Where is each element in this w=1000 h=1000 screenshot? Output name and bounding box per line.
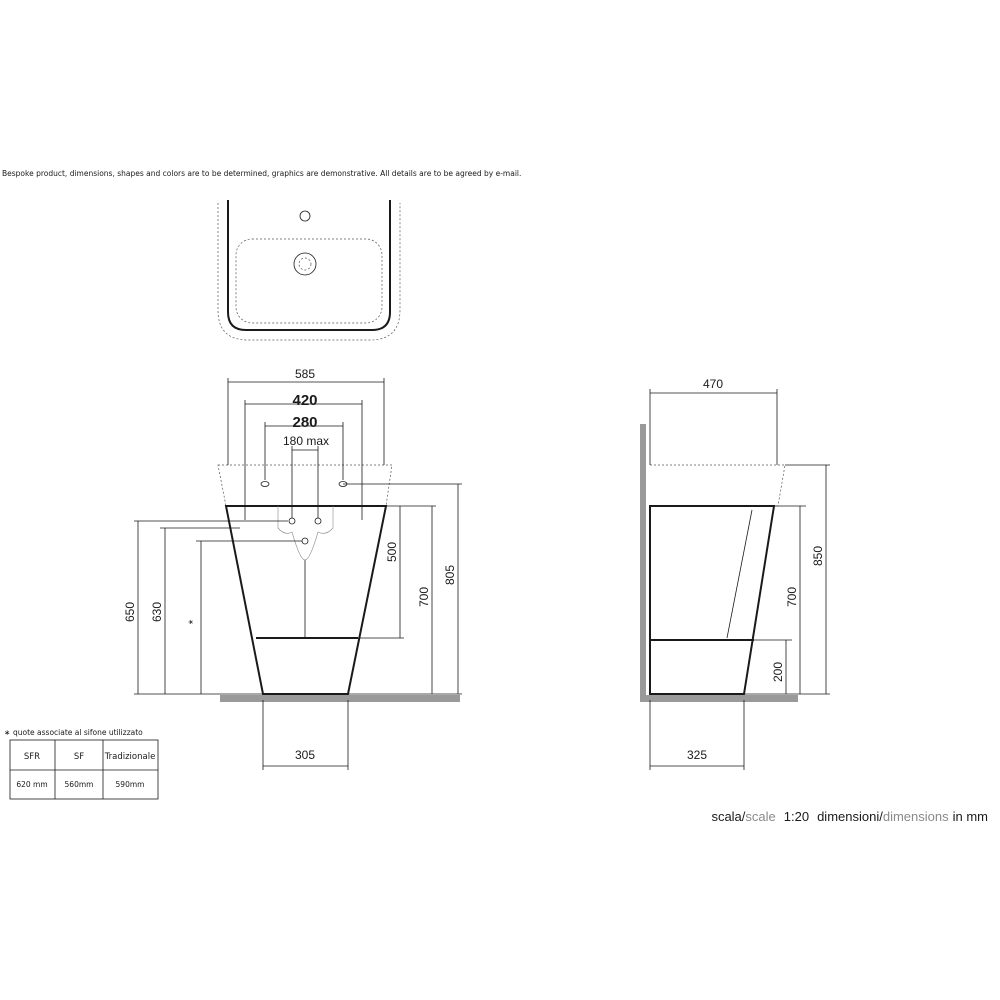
disclaimer-text: Bespoke product, dimensions, shapes and colors are to be determined, graphics are demonstrative. All details are to be agreed by e-mail. [2,169,522,178]
asterisk-icon: ∗ [4,728,11,737]
table-header-tradizionale: Tradizionale [104,752,156,762]
dim-label-650: 650 [123,601,137,623]
plan-basin-outline [236,239,382,323]
siphon-note-text: quote associate al sifone utilizzato [13,728,143,737]
plan-outer-outline [218,203,400,340]
dim-label-700-front: 700 [417,586,431,608]
table-cell-tradizionale: 590mm [115,780,145,789]
dim-label-305: 305 [294,748,316,762]
scale-scala: scala/ [711,809,746,824]
side-pedestal-outline [650,506,774,694]
table-header-sfr: SFR [23,752,41,762]
dim-label-470: 470 [702,377,724,391]
dim-label-805: 805 [443,564,457,586]
siphon-note [4,728,143,737]
front-pedestal-outline [226,506,386,694]
siphon-connector-left-icon [289,518,295,524]
table-header-sf: SF [73,752,85,762]
drain-icon [294,253,316,275]
dim-label-420: 420 [292,392,318,409]
side-wall [640,424,646,702]
dim-label-500: 500 [385,541,399,563]
dim-label-180: 180 max [282,434,330,448]
table-cell-sfr: 620 mm [16,780,48,789]
scale-scale: scale [745,809,776,824]
drain-inner-icon [299,258,311,270]
side-view [640,377,830,770]
siphon-table [10,740,158,799]
front-floor [220,695,460,702]
dim-label-asterisk: * [186,619,200,625]
dim-label-325: 325 [686,748,708,762]
tap-mark-left-icon [261,482,269,487]
dim-label-850: 850 [811,545,825,567]
tap-hole-icon [300,211,310,221]
table-cell-sf: 560mm [64,780,94,789]
dim-label-200: 200 [771,661,785,683]
dim-label-585: 585 [294,367,316,381]
table-border [10,740,158,799]
dim-label-280: 280 [292,414,318,431]
scale-unit: in mm [952,809,988,824]
dim-label-700-side: 700 [785,586,799,608]
siphon-connector-right-icon [315,518,321,524]
side-basin-top [650,465,785,506]
dim-label-630: 630 [150,601,164,623]
siphon-outlet-icon [302,538,308,544]
scale-dimensioni: dimensioni/ [817,809,883,824]
scale-dimensions: dimensions [882,809,949,824]
scale-ratio: 1:20 [783,809,810,824]
front-view [123,367,462,770]
side-inner-panel [727,510,752,638]
scale-footer [711,809,988,824]
siphon-shape [278,506,333,560]
side-floor [640,695,798,702]
plan-view [218,200,400,340]
front-basin-top [218,465,392,506]
